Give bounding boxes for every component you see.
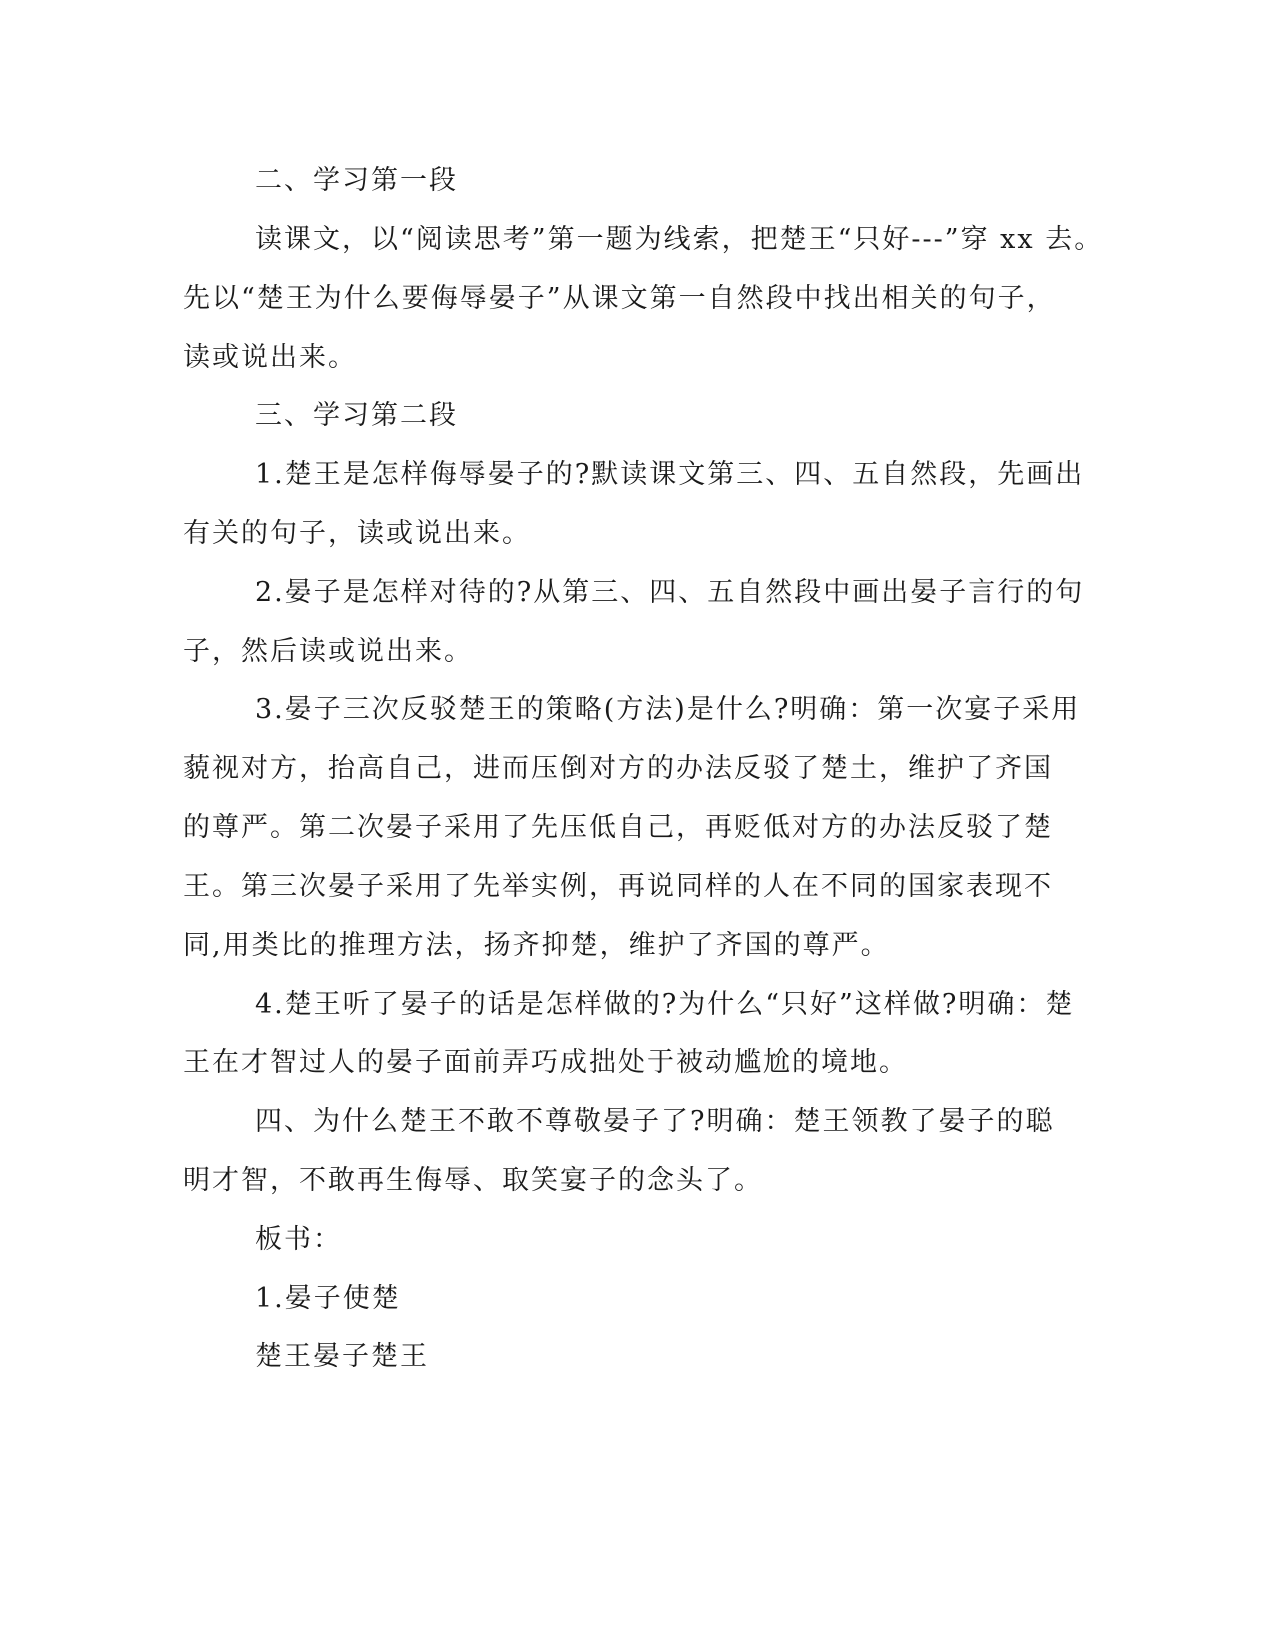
heading-section-3: 三、学习第二段 [255, 400, 458, 431]
paragraph-line: 王在才智过人的晏子面前弄巧成拙处于被动尴尬的境地。 [183, 1047, 908, 1078]
paragraph-line: 4.楚王听了晏子的话是怎样做的?为什么“只好”这样做?明确：楚 [255, 989, 1075, 1020]
paragraph-line: 明才智，不敢再生侮辱、取笑宴子的念头了。 [183, 1165, 763, 1196]
paragraph-line: 读课文，以“阅读思考”第一题为线索，把楚王“只好---”穿 xx 去。 [255, 224, 1104, 255]
paragraph-line: 先以“楚王为什么要侮辱晏子”从课文第一自然段中找出相关的句子， [183, 283, 1056, 314]
heading-section-4: 四、为什么楚王不敢不尊敬晏子了?明确：楚王领教了晏子的聪 [255, 1106, 1055, 1137]
paragraph-line: 同,用类比的推理方法，扬齐抑楚，维护了齐国的尊严。 [183, 930, 890, 961]
paragraph-line: 3.晏子三次反驳楚王的策略(方法)是什么?明确：第一次宴子采用 [255, 694, 1081, 725]
paragraph-line: 有关的句子，读或说出来。 [183, 518, 531, 549]
paragraph-line: 的尊严。第二次晏子采用了先压低自己，再贬低对方的办法反驳了楚 [183, 812, 1053, 843]
paragraph-line: 子，然后读或说出来。 [183, 636, 473, 667]
paragraph-line: 1.楚王是怎样侮辱晏子的?默读课文第三、四、五自然段，先画出 [255, 459, 1085, 490]
board-notes-item: 1.晏子使楚 [255, 1283, 401, 1314]
paragraph-line: 2.晏子是怎样对待的?从第三、四、五自然段中画出晏子言行的句 [255, 577, 1085, 608]
board-notes-item: 楚王晏子楚王 [255, 1341, 429, 1372]
heading-section-2: 二、学习第一段 [255, 165, 458, 196]
paragraph-line: 读或说出来。 [183, 342, 357, 373]
paragraph-line: 藐视对方，抬高自己，进而压倒对方的办法反驳了楚土，维护了齐国 [183, 753, 1053, 784]
board-notes-label: 板书： [255, 1224, 342, 1255]
paragraph-line: 王。第三次晏子采用了先举实例，再说同样的人在不同的国家表现不 [183, 871, 1053, 902]
